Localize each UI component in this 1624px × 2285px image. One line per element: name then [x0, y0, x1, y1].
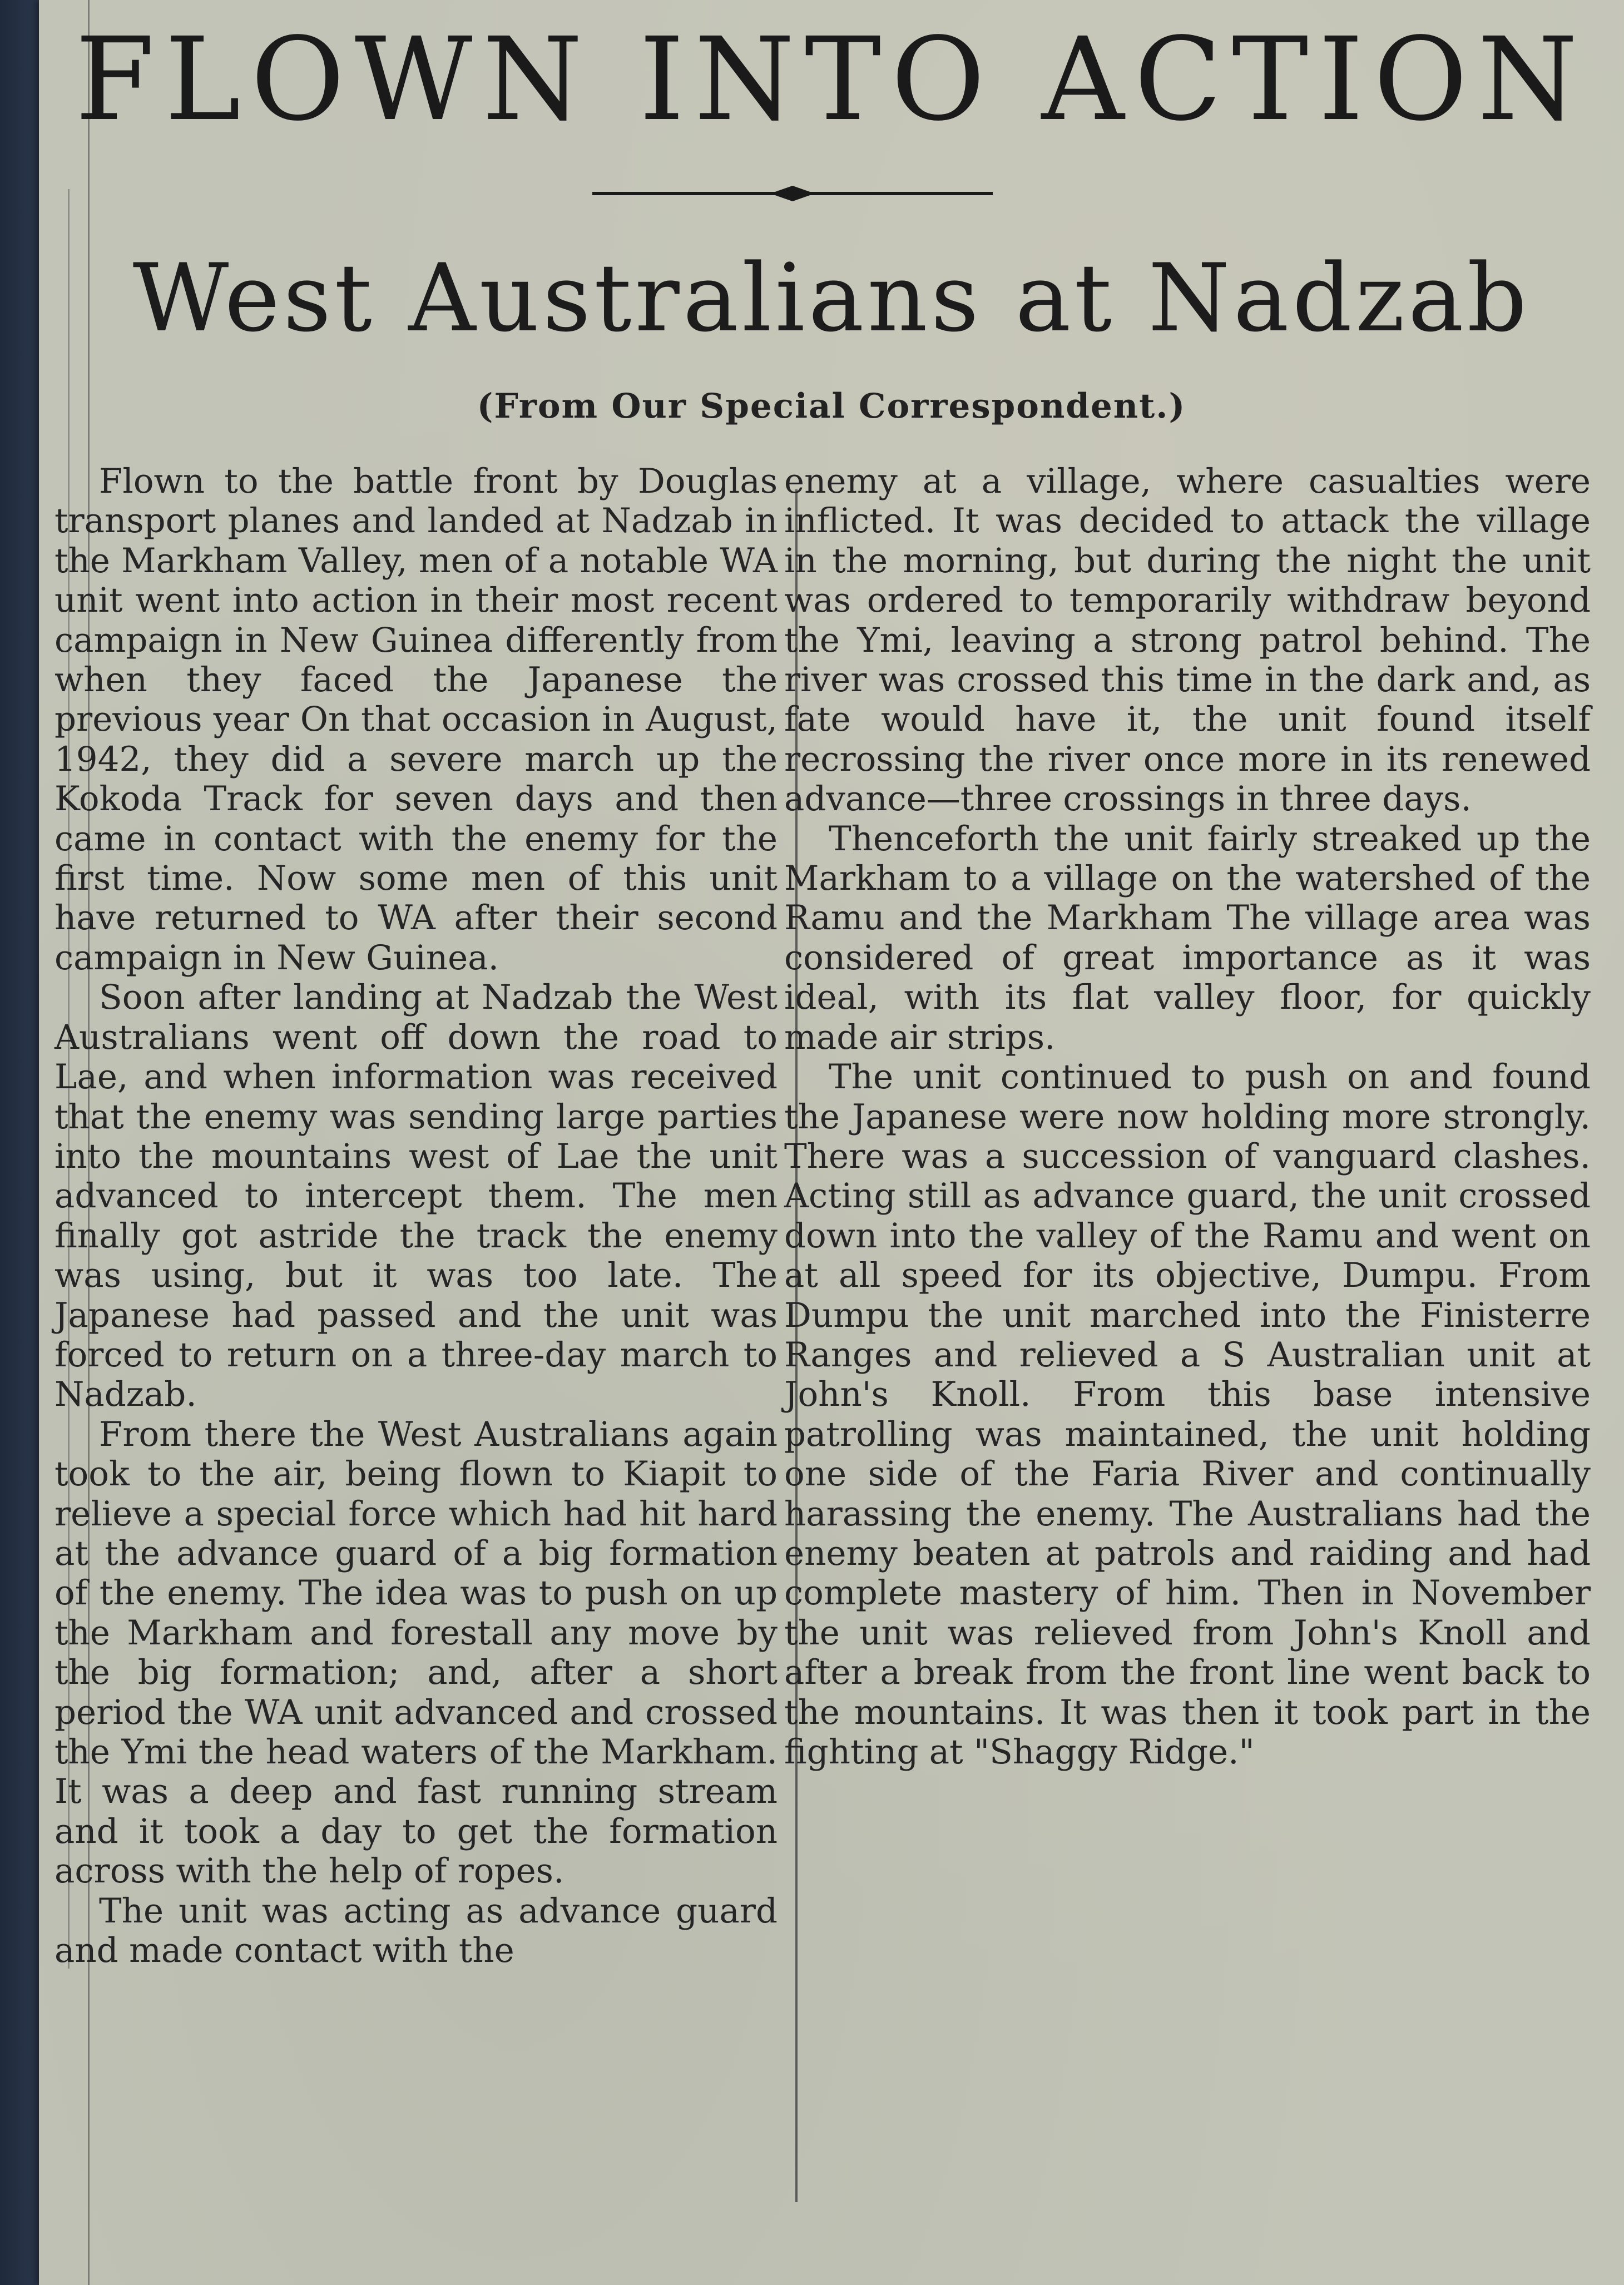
article-paragraph: Soon after landing at Nadzab the West Australians went off down the road to Lae, and when information was received that the enemy was sending large parties into the mountains west of Lae the unit advanced to intercept them. The men finally got astride the track the enemy was using, but it was too late. The Japanese had passed and the unit was forced to return on a three-day march to Nadzab.: [55, 978, 778, 1415]
article-paragraph: The unit was acting as advance guard and made contact with the: [55, 1891, 778, 1971]
article-paragraph: From there the West Australians again took to the air, being flown to Kiapit to relieve a special force which had hit hard at the advance guard of a big formation of the enemy. The idea was to push on up the Markham and forestall any move by the big formation; and, after a short period the WA unit advanced and crossed the Ymi the head waters of the Markham. It was a deep and fast running stream and it took a day to get the formation across with the help of ropes.: [55, 1414, 778, 1891]
article-subheadline: West Australians at Nadzab: [132, 244, 1531, 353]
article-paragraph: Flown to the battle front by Douglas transport planes and landed at Nadzab in the Markham Valley, men of a notable WA unit went into action in their most recent campaign in New Guinea differently from when they faced the Japanese the previous year On that occasion in August, 1942, they did a severe march up the Kokoda Track for seven days and then came in contact with the enemy for the first time. Now some men of this unit have returned to WA after their second campaign in New Guinea.: [55, 462, 778, 978]
article-headline: FLOWN INTO ACTION: [75, 13, 1588, 146]
headline-ornament-rule: [592, 177, 993, 210]
article-right-column: [784, 462, 1591, 1772]
article-byline: (From Our Special Correspondent.): [477, 386, 1186, 426]
newspaper-clipping: [39, 0, 1624, 2285]
article-paragraph: The unit continued to push on and found the Japanese were now holding more strongly. There was a succession of vanguard clashes. Acting still as advance guard, the unit crossed down into the valley of the Ramu and went on at all speed for its objective, Dumpu. From Dumpu the unit marched into the Finisterre Ranges and relieved a S Australian unit at John's Knoll. From this base intensive patrolling was maintained, the unit holding one side of the Faria River and continually harassing the enemy. The Australians had the enemy beaten at patrols and raiding and had complete mastery of him. Then in November the unit was relieved from John's Knoll and after a break from the front line went back to the mountains. It was then it took part in the fighting at "Shaggy Ridge.": [784, 1057, 1591, 1772]
article-left-column: [55, 462, 778, 1970]
article-paragraph-continuation: enemy at a village, where casualties were inflicted. It was decided to attack the village in the morning, but during the night the unit was ordered to temporarily withdraw beyond the Ymi, leaving a strong patrol behind. The river was crossed this time in the dark and, as fate would have it, the unit found itself recrossing the river once more in its renewed advance—three crossings in three days.: [784, 462, 1591, 819]
article-paragraph: Thenceforth the unit fairly streaked up the Markham to a village on the watershed of the Ramu and the Markham The village area was considered of great importance as it was ideal, with its flat valley floor, for quickly made air strips.: [784, 819, 1591, 1057]
